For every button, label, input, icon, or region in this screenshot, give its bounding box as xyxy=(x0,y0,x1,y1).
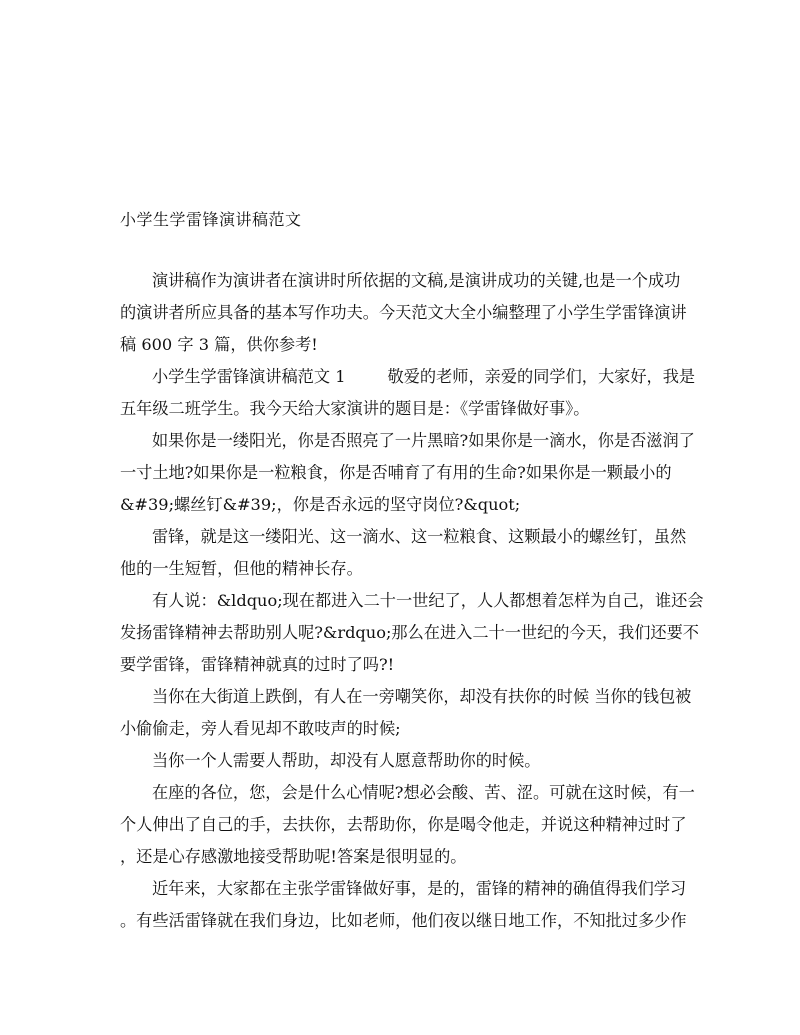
paragraph-line: 的演讲者所应具备的基本写作功夫。今天范文大全小编整理了小学生学雷锋演讲 xyxy=(120,303,687,322)
section-heading: 小学生学雷锋演讲稿范文 1 xyxy=(152,367,346,386)
paragraph-line: 雷锋，就是这一缕阳光、这一滴水、这一粒粮食、这颗最小的螺丝钉，虽然 xyxy=(152,527,687,546)
paragraph-line: 稿 600 字 3 篇，供你参考! xyxy=(120,335,318,354)
paragraph-line: 近年来，大家都在主张学雷锋做好事，是的，雷锋的精神的确值得我们学习 xyxy=(152,879,687,898)
greeting-text: 敬爱的老师，亲爱的同学们，大家好，我是 xyxy=(387,367,696,386)
paragraph-line: 当你在大街道上跌倒，有人在一旁嘲笑你，却没有扶你的时候 当你的钱包被 xyxy=(152,687,692,706)
paragraph-line: 他的一生短暂，但他的精神长存。 xyxy=(120,559,363,578)
paragraph-line: 个人伸出了自己的手，去扶你，去帮助你，你是喝令他走，并说这种精神过时了 xyxy=(120,815,687,834)
paragraph-line: 演讲稿作为演讲者在演讲时所依据的文稿,是演讲成功的关键,也是一个成功 xyxy=(152,271,681,290)
paragraph-line: ，还是心存感激地接受帮助呢!答案是很明显的。 xyxy=(120,847,467,866)
paragraph-line: 在座的各位，您，会是什么心情呢?想必会酸、苦、涩。可就在这时候，有一 xyxy=(152,783,695,802)
paragraph-line: 。有些活雷锋就在我们身边，比如老师，他们夜以继日地工作，不知批过多少作 xyxy=(120,911,687,930)
paragraph-line: 一寸土地?如果你是一粒粮食，你是否哺育了有用的生命?如果你是一颗最小的 xyxy=(120,463,672,482)
paragraph-line: 发扬雷锋精神去帮助别人呢?&rdquo;那么在进入二十一世纪的今天，我们还要不 xyxy=(120,623,699,642)
paragraph-line: 五年级二班学生。我今天给大家演讲的题目是：《学雷锋做好事》。 xyxy=(120,399,590,418)
paragraph-line: 如果你是一缕阳光，你是否照亮了一片黑暗?如果你是一滴水，你是否滋润了 xyxy=(152,431,695,450)
paragraph-line: 有人说：&ldquo;现在都进入二十一世纪了，人人都想着怎样为自己，谁还会 xyxy=(152,591,704,610)
paragraph-line: 要学雷锋，雷锋精神就真的过时了吗?! xyxy=(120,655,395,674)
document-body xyxy=(120,265,704,937)
paragraph-line: 小偷偷走，旁人看见却不敢吱声的时候; xyxy=(120,719,401,738)
document-title: 小学生学雷锋演讲稿范文 xyxy=(120,210,302,229)
paragraph-line: &#39;螺丝钉&#39;，你是否永远的坚守岗位?&quot; xyxy=(120,495,521,514)
paragraph-line-with-heading xyxy=(120,361,696,393)
paragraph-line: 当你一个人需要人帮助，却没有人愿意帮助你的时候。 xyxy=(152,751,541,770)
